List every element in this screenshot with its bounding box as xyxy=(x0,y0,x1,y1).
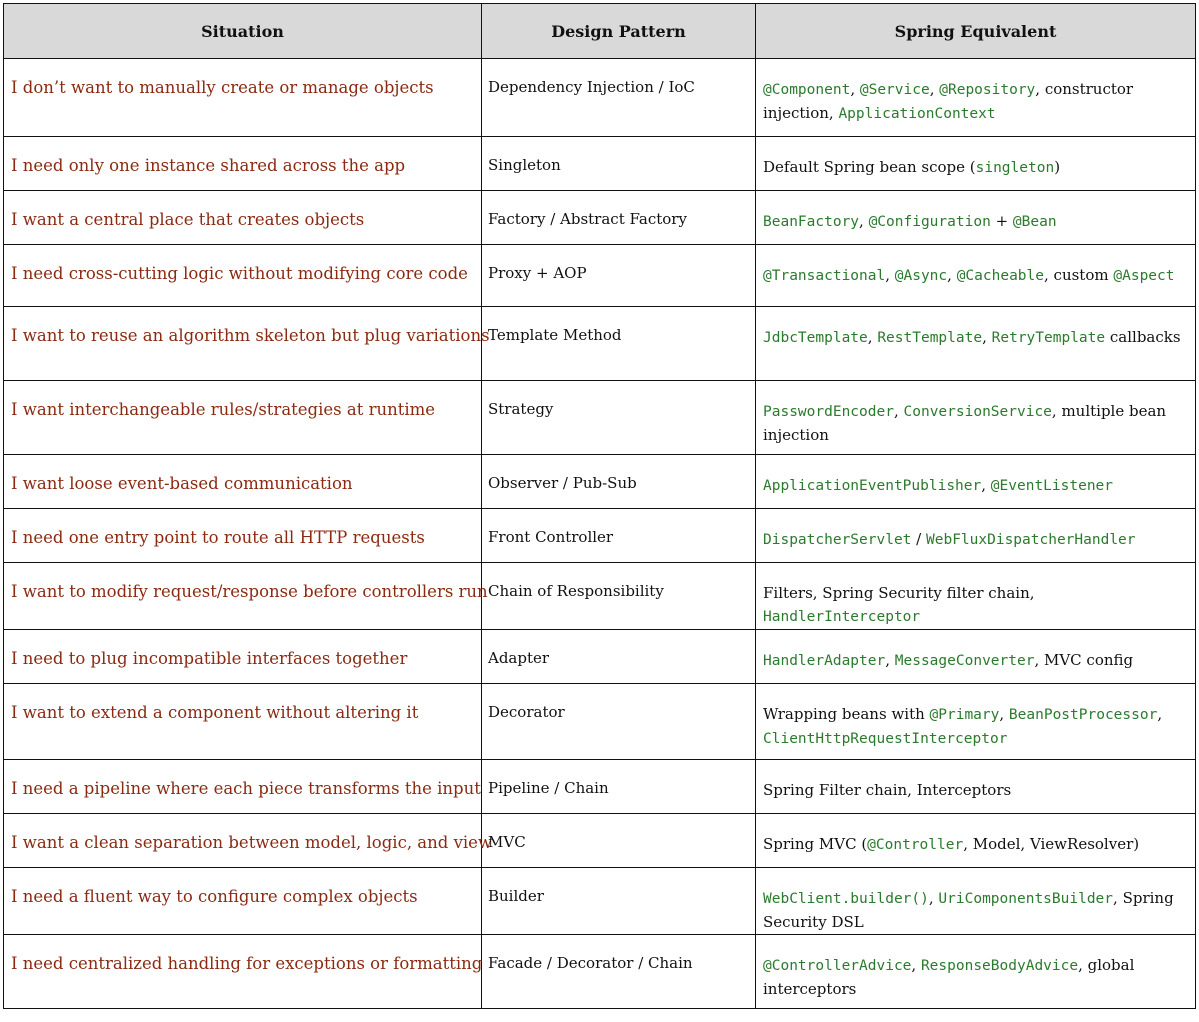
table-row xyxy=(4,814,1196,868)
table-row xyxy=(4,245,1196,307)
table-row xyxy=(4,509,1196,563)
code-token: singleton xyxy=(975,160,1055,176)
situation-cell: I want loose event-based communication xyxy=(4,455,482,509)
header-spring-equivalent: Spring Equivalent xyxy=(756,4,1196,59)
situation-cell: I need centralized handling for exceptions or formatting xyxy=(4,935,482,1009)
design-pattern-cell: Strategy xyxy=(482,381,756,455)
text-segment: , constructor injection, xyxy=(763,80,1134,122)
code-token: @Transactional xyxy=(763,268,886,284)
code-token: @Async xyxy=(894,268,948,284)
spring-equivalent-cell xyxy=(756,760,1196,814)
code-token: RestTemplate xyxy=(877,330,983,346)
text-segment: Default Spring bean scope ( xyxy=(763,158,976,176)
design-pattern-cell: Factory / Abstract Factory xyxy=(482,191,756,245)
spring-equivalent-cell xyxy=(756,191,1196,245)
code-token: ApplicationContext xyxy=(838,106,996,122)
situation-cell: I want to modify request/response before controllers run xyxy=(4,563,482,630)
spring-equivalent-cell xyxy=(756,307,1196,381)
code-token: @Aspect xyxy=(1113,268,1175,284)
situation-cell: I need a pipeline where each piece transforms the input xyxy=(4,760,482,814)
design-pattern-cell: Builder xyxy=(482,868,756,935)
text-segment: , xyxy=(911,956,921,974)
code-token: @Service xyxy=(859,82,930,98)
code-token: HandlerAdapter xyxy=(763,653,886,669)
text-segment: , xyxy=(981,476,991,494)
design-pattern-cell: Pipeline / Chain xyxy=(482,760,756,814)
code-token: @Bean xyxy=(1012,214,1057,230)
text-segment: , xyxy=(1157,705,1163,723)
spring-equivalent-cell xyxy=(756,455,1196,509)
design-pattern-cell: Front Controller xyxy=(482,509,756,563)
code-token: @Controller xyxy=(867,837,964,853)
text-segment: ) xyxy=(1054,158,1061,176)
design-patterns-table xyxy=(3,3,1196,1009)
design-pattern-cell: Proxy + AOP xyxy=(482,245,756,307)
design-pattern-cell: Dependency Injection / IoC xyxy=(482,59,756,137)
code-token: DispatcherServlet xyxy=(763,532,912,548)
code-token: PasswordEncoder xyxy=(763,404,894,420)
spring-equivalent-cell xyxy=(756,137,1196,191)
design-pattern-cell: Singleton xyxy=(482,137,756,191)
design-pattern-cell: Adapter xyxy=(482,630,756,684)
code-token: @ControllerAdvice xyxy=(763,958,912,974)
code-token: WebFluxDispatcherHandler xyxy=(926,532,1136,548)
spring-equivalent-cell xyxy=(756,814,1196,868)
code-token: @Cacheable xyxy=(956,268,1045,284)
table-row xyxy=(4,684,1196,760)
situation-cell: I need a fluent way to configure complex objects xyxy=(4,868,482,935)
header-design-pattern: Design Pattern xyxy=(482,4,756,59)
spring-equivalent-cell xyxy=(756,245,1196,307)
text-segment: , Model, ViewResolver) xyxy=(963,835,1140,853)
code-token: BeanFactory xyxy=(763,214,860,230)
text-segment: , xyxy=(947,266,957,284)
text-segment: , custom xyxy=(1044,266,1114,284)
text-segment: , xyxy=(850,80,860,98)
situation-cell: I don’t want to manually create or manage objects xyxy=(4,59,482,137)
table-row xyxy=(4,563,1196,630)
code-token: @Primary xyxy=(929,707,1000,723)
table-row xyxy=(4,868,1196,935)
table-row xyxy=(4,935,1196,1009)
code-token: UriComponentsBuilder xyxy=(938,891,1114,907)
table-row xyxy=(4,760,1196,814)
code-token: HandlerInterceptor xyxy=(763,609,921,625)
situation-cell: I want to extend a component without altering it xyxy=(4,684,482,760)
spring-equivalent-cell xyxy=(756,630,1196,684)
header-situation: Situation xyxy=(4,4,482,59)
text-segment: , xyxy=(999,705,1009,723)
situation-cell: I need to plug incompatible interfaces together xyxy=(4,630,482,684)
code-token: WebClient.builder() xyxy=(763,891,929,907)
code-token: @Configuration xyxy=(868,214,991,230)
text-segment: Wrapping beans with xyxy=(763,705,930,723)
design-pattern-cell: Chain of Responsibility xyxy=(482,563,756,630)
code-token: ApplicationEventPublisher xyxy=(763,478,982,494)
text-segment: , xyxy=(928,889,939,907)
text-segment: , MVC config xyxy=(1034,651,1134,669)
text-segment: Spring MVC ( xyxy=(763,835,868,853)
situation-cell: I want to reuse an algorithm skeleton but plug variations xyxy=(4,307,482,381)
design-pattern-cell: Decorator xyxy=(482,684,756,760)
spring-equivalent-cell xyxy=(756,684,1196,760)
code-token: RetryTemplate xyxy=(991,330,1106,346)
text-segment: Filters, Spring Security filter chain, xyxy=(763,584,1035,602)
text-segment: , xyxy=(929,80,940,98)
text-segment: , xyxy=(859,212,869,230)
spring-equivalent-cell xyxy=(756,868,1196,935)
text-segment: + xyxy=(990,212,1013,230)
table-row xyxy=(4,191,1196,245)
design-pattern-cell: Template Method xyxy=(482,307,756,381)
code-token: ResponseBodyAdvice xyxy=(920,958,1079,974)
text-segment: , xyxy=(885,266,895,284)
situation-cell: I need cross-cutting logic without modifying core code xyxy=(4,245,482,307)
text-segment: , xyxy=(893,402,904,420)
code-token: MessageConverter xyxy=(894,653,1035,669)
design-pattern-cell: Facade / Decorator / Chain xyxy=(482,935,756,1009)
code-token: ClientHttpRequestInterceptor xyxy=(763,731,1008,747)
situation-cell: I want interchangeable rules/strategies at runtime xyxy=(4,381,482,455)
spring-equivalent-cell xyxy=(756,381,1196,455)
table-row xyxy=(4,307,1196,381)
table-row xyxy=(4,381,1196,455)
situation-cell: I need one entry point to route all HTTP requests xyxy=(4,509,482,563)
text-segment: , multiple bean injection xyxy=(763,402,1167,444)
code-token: BeanPostProcessor xyxy=(1008,707,1158,723)
code-token: @Repository xyxy=(939,82,1036,98)
table-row xyxy=(4,455,1196,509)
spring-equivalent-cell xyxy=(756,59,1196,137)
table-body xyxy=(4,59,1196,1009)
situation-cell: I need only one instance shared across the app xyxy=(4,137,482,191)
situation-cell: I want a central place that creates objects xyxy=(4,191,482,245)
code-token: @Component xyxy=(763,82,851,98)
spring-equivalent-cell xyxy=(756,563,1196,630)
text-segment: , global interceptors xyxy=(763,956,1135,998)
table-row xyxy=(4,137,1196,191)
code-token: JdbcTemplate xyxy=(763,330,868,346)
text-segment: Spring Filter chain, Interceptors xyxy=(763,781,1012,799)
spring-equivalent-cell xyxy=(756,509,1196,563)
code-token: ConversionService xyxy=(903,404,1052,420)
design-pattern-cell: MVC xyxy=(482,814,756,868)
code-token: @EventListener xyxy=(990,478,1114,494)
design-pattern-cell: Observer / Pub-Sub xyxy=(482,455,756,509)
header-row xyxy=(4,4,1196,59)
text-segment: / xyxy=(911,530,926,548)
text-segment: , Spring Security DSL xyxy=(763,889,1174,931)
spring-equivalent-cell xyxy=(756,935,1196,1009)
text-segment: callbacks xyxy=(1105,328,1181,346)
table-row xyxy=(4,59,1196,137)
table-row xyxy=(4,630,1196,684)
text-segment: , xyxy=(867,328,878,346)
text-segment: , xyxy=(885,651,895,669)
situation-cell: I want a clean separation between model, logic, and view xyxy=(4,814,482,868)
text-segment: , xyxy=(982,328,992,346)
